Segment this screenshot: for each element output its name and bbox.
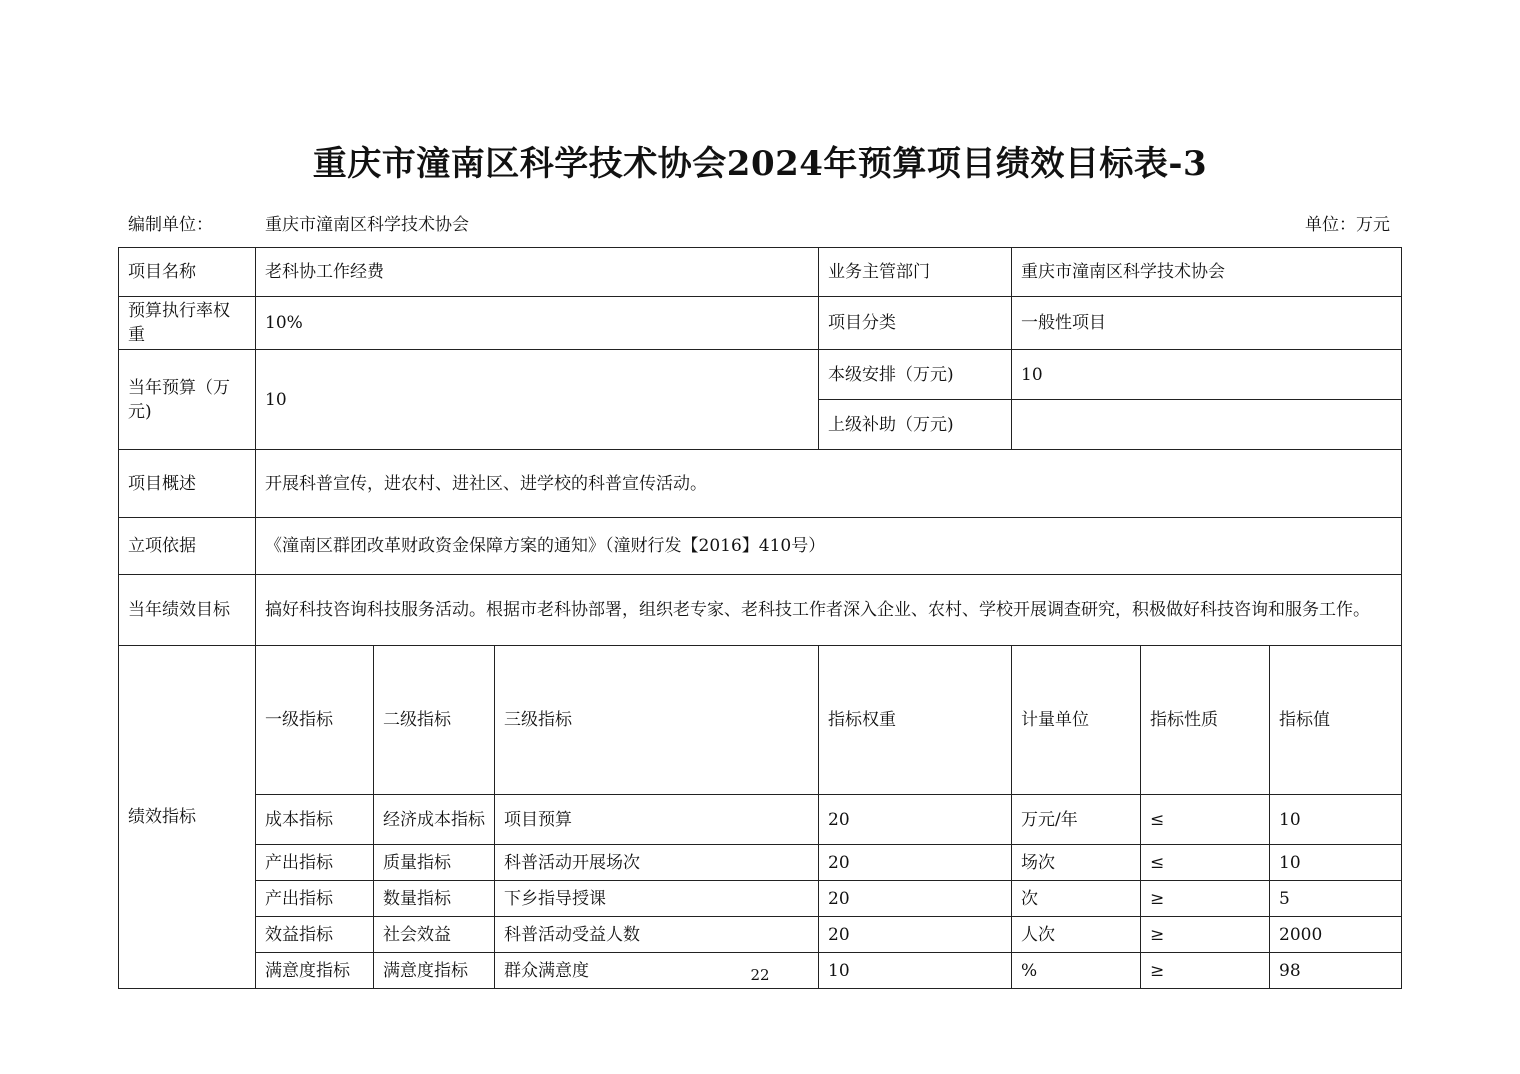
header-level3: 三级指标 [495,646,819,795]
dept-value: 重庆市潼南区科学技术协会 [1012,248,1402,297]
value-cell: 10 [1270,795,1402,845]
exec-rate-label: 预算执行率权重 [119,297,256,350]
nature-cell: ≥ [1141,881,1270,917]
dept-label: 业务主管部门 [819,248,1012,297]
table-row [119,795,1402,845]
header-weight: 指标权重 [819,646,1012,795]
weight-cell: 10 [819,953,1012,989]
basis-label: 立项依据 [119,518,256,575]
row-goal [119,575,1402,646]
level2-cell: 数量指标 [374,881,495,917]
level3-cell: 科普活动受益人数 [495,917,819,953]
nature-cell: ≤ [1141,845,1270,881]
row-basis [119,518,1402,575]
page-number: 22 [750,966,770,984]
level3-cell: 群众满意度 [495,953,819,989]
level3-cell: 下乡指导授课 [495,881,819,917]
unit-cell: 次 [1012,881,1141,917]
weight-cell: 20 [819,845,1012,881]
row-overview [119,450,1402,518]
goal-value: 搞好科技咨询科技服务活动。根据市老科协部署，组织老专家、老科技工作者深入企业、农村、学校开展调查研究，积极做好科技咨询和服务工作。 [256,575,1402,646]
project-name-label: 项目名称 [119,248,256,297]
weight-cell: 20 [819,795,1012,845]
budget-value: 10 [256,350,819,450]
row-budget-local [119,350,1402,400]
category-label: 项目分类 [819,297,1012,350]
level1-cell: 满意度指标 [256,953,374,989]
local-value: 10 [1012,350,1402,400]
local-label: 本级安排（万元) [819,350,1012,400]
header-unit: 计量单位 [1012,646,1141,795]
level1-cell: 效益指标 [256,917,374,953]
level2-cell: 满意度指标 [374,953,495,989]
table-row [119,917,1402,953]
level3-cell: 科普活动开展场次 [495,845,819,881]
value-cell: 98 [1270,953,1402,989]
header-nature: 指标性质 [1141,646,1270,795]
header-value: 指标值 [1270,646,1402,795]
nature-cell: ≤ [1141,795,1270,845]
exec-rate-value: 10% [256,297,819,350]
budget-label: 当年预算（万元) [119,350,256,450]
unit-cell: 万元/年 [1012,795,1141,845]
compile-unit-value: 重庆市潼南区科学技术协会 [265,215,469,235]
compile-unit-label: 编制单位： [128,215,213,235]
value-cell: 5 [1270,881,1402,917]
overview-value: 开展科普宣传，进农村、进社区、进学校的科普宣传活动。 [256,450,1402,518]
table-row [119,881,1402,917]
upper-label: 上级补助（万元) [819,400,1012,450]
upper-value [1012,400,1402,450]
header-level1: 一级指标 [256,646,374,795]
level1-cell: 成本指标 [256,795,374,845]
unit-cell: 人次 [1012,917,1141,953]
goal-label: 当年绩效目标 [119,575,256,646]
category-value: 一般性项目 [1012,297,1402,350]
unit-cell: 场次 [1012,845,1141,881]
value-cell: 2000 [1270,917,1402,953]
level2-cell: 经济成本指标 [374,795,495,845]
project-name-value: 老科协工作经费 [256,248,819,297]
level1-cell: 产出指标 [256,881,374,917]
row-project-name [119,248,1402,297]
weight-cell: 20 [819,881,1012,917]
currency-unit: 单位：万元 [1305,215,1390,235]
value-cell: 10 [1270,845,1402,881]
level2-cell: 质量指标 [374,845,495,881]
level1-cell: 产出指标 [256,845,374,881]
indicator-header-row [119,646,1402,795]
table-row [119,845,1402,881]
indicators-section-label: 绩效指标 [119,646,256,989]
page-title: 重庆市潼南区科学技术协会2024年预算项目绩效目标表-3 [312,144,1208,184]
performance-table [118,247,1402,989]
overview-label: 项目概述 [119,450,256,518]
basis-value: 《潼南区群团改革财政资金保障方案的通知》（潼财行发【2016】410号） [256,518,1402,575]
nature-cell: ≥ [1141,953,1270,989]
header-level2: 二级指标 [374,646,495,795]
nature-cell: ≥ [1141,917,1270,953]
weight-cell: 20 [819,917,1012,953]
unit-cell: % [1012,953,1141,989]
row-exec-rate [119,297,1402,350]
level2-cell: 社会效益 [374,917,495,953]
level3-cell: 项目预算 [495,795,819,845]
